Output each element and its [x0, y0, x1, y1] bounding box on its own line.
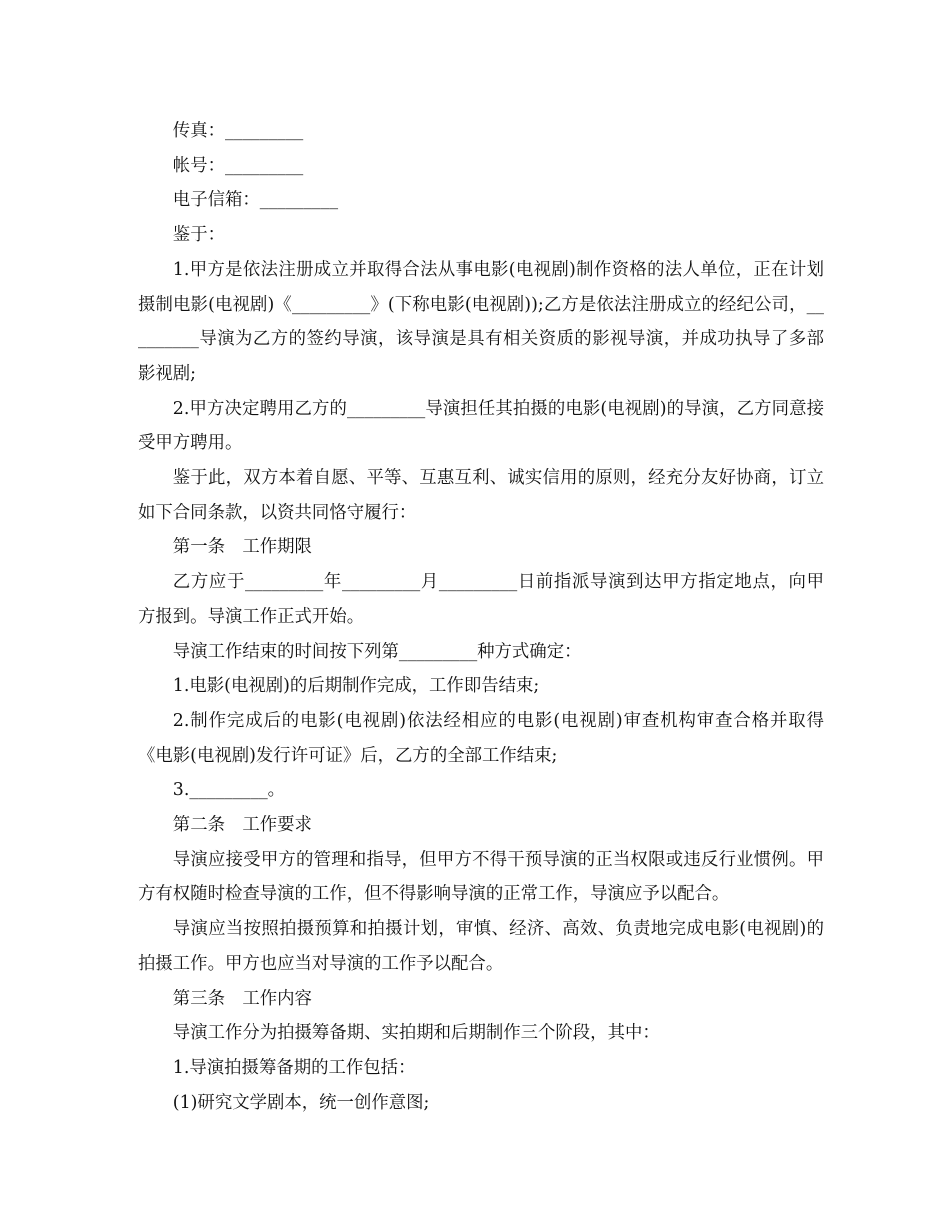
- email-field: 电子信箱：_________: [172, 190, 339, 211]
- article-1-title: 第一条 工作期限: [172, 537, 312, 558]
- article-1-paragraph: 1.电影(电视剧)的后期制作完成，工作即告结束;: [172, 676, 540, 697]
- article-3-title: 第三条 工作内容: [172, 988, 312, 1009]
- article-2-title: 第二条 工作要求: [172, 815, 312, 836]
- document-body: [138, 114, 824, 1120]
- article-1-paragraph: 乙方应于_________年_________月_________日前指派导演到达甲方指定地点，向甲方报到。导演工作正式开始。: [138, 572, 824, 627]
- article-3-paragraph: (1)研究文学剧本，统一创作意图;: [172, 1092, 430, 1113]
- article-1-paragraph: 3._________。: [172, 780, 286, 801]
- article-1-paragraph: 导演工作结束的时间按下列第_________种方式确定：: [172, 641, 582, 662]
- article-3-paragraph: 1.导演拍摄筹备期的工作包括：: [172, 1057, 416, 1078]
- article-2-paragraph: 导演应当按照拍摄预算和拍摄计划，审慎、经济、高效、负责地完成电影(电视剧)的拍摄工作。甲方也应当对导演的工作予以配合。: [138, 919, 824, 974]
- fax-field: 传真：_________: [172, 121, 304, 141]
- preamble-paragraph: 鉴于此，双方本着自愿、平等、互惠互利、诚实信用的原则，经充分友好协商，订立如下合同条款，以资共同恪守履行：: [138, 468, 824, 523]
- recital-paragraph: 2.甲方决定聘用乙方的_________导演担任其拍摄的电影(电视剧)的导演，乙方同意接受甲方聘用。: [138, 398, 824, 454]
- article-1-paragraph: 2.制作完成后的电影(电视剧)依法经相应的电影(电视剧)审查机构审查合格并取得《电影(电视剧)发行许可证》后，乙方的全部工作结束;: [138, 710, 824, 766]
- article-2-paragraph: 导演应接受甲方的管理和指导，但甲方不得干预导演的正当权限或违反行业惯例。甲方有权随时检查导演的工作，但不得影响导演的正常工作，导演应予以配合。: [138, 849, 824, 905]
- recital-paragraph: 1.甲方是依法注册成立并取得合法从事电影(电视剧)制作资格的法人单位，正在计划摄制电影(电视剧)《_________》(下称电影(电视剧));乙方是依法注册成立的经纪公司，_________导演为乙方的签约导演，该导演是具有相关资质的影视导演，并成功执导了多部影视剧;: [138, 259, 824, 384]
- recital-heading: 鉴于：: [172, 225, 225, 246]
- account-field: 帐号：_________: [172, 155, 304, 176]
- article-3-paragraph: 导演工作分为拍摄筹备期、实拍期和后期制作三个阶段，其中：: [172, 1023, 660, 1044]
